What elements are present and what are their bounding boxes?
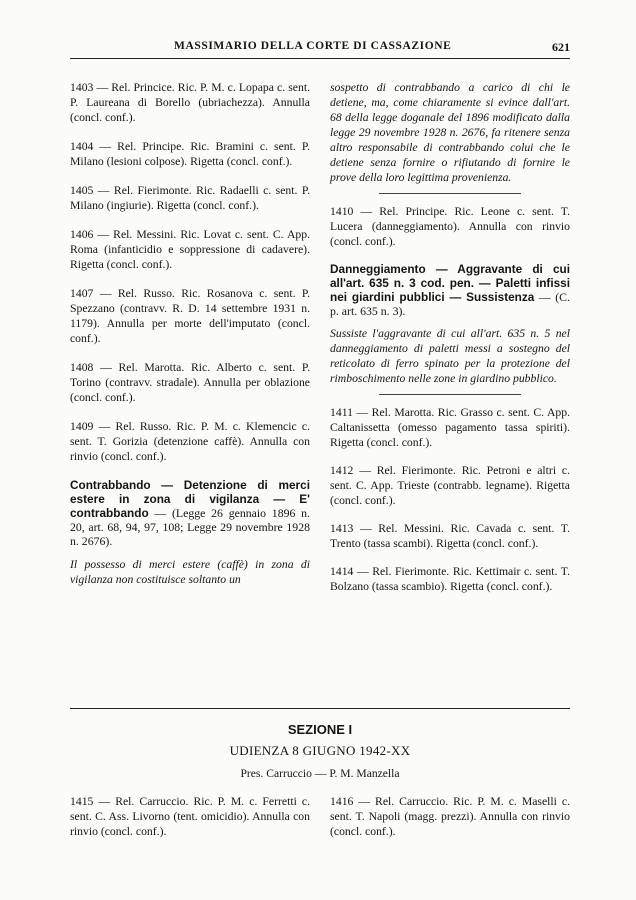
entry-1404: 1404 — Rel. Principe. Ric. Bramini c. sent. P. Milano (lesioni colpose). Rigetta (concl. conf.). — [70, 140, 313, 168]
entry-1410: 1410 — Rel. Principe. Ric. Leone c. sent. T. Lucera (danneggiamento). Annulla con rinvio (concl. conf.). — [330, 205, 573, 248]
bottom-left-column — [70, 794, 310, 852]
entry-1412: 1412 — Rel. Fierimonte. Ric. Petroni e altri c. sent. C. App. Trieste (contrabb. legname). Rigetta (concl. conf.). — [330, 464, 573, 507]
page-header — [70, 38, 570, 59]
separator-rule — [379, 394, 521, 395]
section-rule — [70, 708, 570, 709]
entry-1413: 1413 — Rel. Messini. Ric. Cavada c. sent. T. Trento (tassa scambi). Rigetta (concl. conf.). — [330, 522, 573, 550]
hearing-date: UDIENZA 8 GIUGNO 1942-XX — [229, 743, 411, 758]
entry-1407: 1407 — Rel. Russo. Ric. Rosanova c. sent. P. Spezzano (contravv. R. D. 14 settembre 1931 n. 1179). Annulla per morte dell'imputato (concl. conf.). — [70, 287, 313, 345]
entry-1414: 1414 — Rel. Fierimonte. Ric. Kettimair c. sent. T. Bolzano (tassa scambio). Rigetta (concl. conf.). — [330, 565, 573, 593]
maxim-heading-contrabbando: Contrabbando — Detenzione di merci estere in zona di vigilanza — E' contrabbando — (Legge 26 gennaio 1896 n. 20, art. 68, 94, 97, 108; Legge 29 novembre 1928 n. 2676). — [70, 478, 310, 548]
entry-1415: 1415 — Rel. Carruccio. Ric. P. M. c. Ferretti c. sent. C. Ass. Livorno (tent. omicidio). Annulla con rinvio (concl. conf.). — [70, 795, 310, 838]
maxim-text-contrabbando: Il possesso di merci estere (caffè) in zona di vigilanza non costituisce soltanto un — [70, 558, 310, 586]
running-head: MASSIMARIO DELLA CORTE DI CASSAZIONE — [174, 40, 452, 52]
entry-1403: 1403 — Rel. Princice. Ric. P. M. c. Lopapa c. sent. P. Laureana di Borello (ubriachezza). Annulla (concl. conf.). — [70, 81, 313, 124]
section-title: SEZIONE I — [287, 722, 353, 737]
entry-1409: 1409 — Rel. Russo. Ric. P. M. c. Klemencic c. sent. T. Gorizia (detenzione caffè). Annulla con rinvio (concl. conf.). — [70, 420, 313, 463]
left-column — [70, 80, 313, 587]
entry-1411: 1411 — Rel. Marotta. Ric. Grasso c. sent. C. App. Caltanissetta (omesso pagamento tassa spiriti). Rigetta (concl. conf.). — [330, 406, 573, 449]
page-number: 621 — [552, 40, 570, 54]
maxim-text-continued: sospetto di contrabbando a carico di chi le detiene, ma, come chiaramente si evince dall'art. 68 della legge doganale del 1896 modificato dalla legge 29 novembre 1928 n. 2676, fa ritenere senza altro responsabile di contrabbando colui che le detiene senza fornire o rifiutando di fornire le prove della loro legittima provenienza. — [330, 81, 570, 184]
entry-1405: 1405 — Rel. Fierimonte. Ric. Radaelli c. sent. P. Milano (ingiurie). Rigetta (concl. conf.). — [70, 184, 313, 212]
separator-rule — [379, 193, 521, 194]
maxim-heading-danneggiamento: Danneggiamento — Aggravante di cui all'art. 635 n. 3 cod. pen. — Paletti infissi nei giardini pubblici — Sussistenza — (C. p. art. 635 n. 3). — [330, 262, 570, 318]
bottom-right-column — [330, 794, 570, 852]
entry-1416: 1416 — Rel. Carruccio. Ric. P. M. c. Maselli c. sent. T. Napoli (magg. prezzi). Annulla con rinvio (concl. conf.). — [330, 795, 570, 838]
presidents-line: Pres. Carruccio — P. M. Manzella — [240, 767, 400, 780]
right-column — [330, 80, 573, 607]
entry-1408: 1408 — Rel. Marotta. Ric. Alberto c. sent. P. Torino (contravv. stradale). Annulla per oblazione (concl. conf.). — [70, 361, 313, 404]
maxim-text-danneggiamento: Sussiste l'aggravante di cui all'art. 635 n. 5 nel danneggiamento di paletti messi a sostegno del reticolato di ferro spinato per la protezione del rimboschimento nelle zone in giardino pubblico. — [330, 327, 570, 385]
entry-1406: 1406 — Rel. Messini. Ric. Lovat c. sent. C. App. Roma (infanticidio e soppressione di cadavere). Rigetta (concl. conf.). — [70, 228, 313, 271]
